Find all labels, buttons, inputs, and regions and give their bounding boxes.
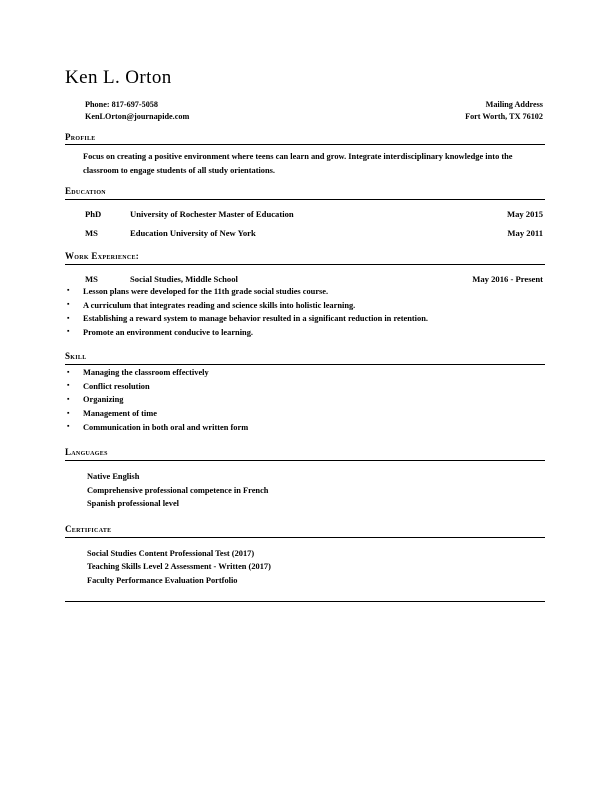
list-item: ▪ Organizing <box>65 394 545 407</box>
certificate-list <box>65 547 545 588</box>
section-skill <box>65 351 545 434</box>
contact-block <box>65 99 545 123</box>
section-title-certificate: Certificate <box>65 523 112 534</box>
section-title-profile: Profile <box>65 131 96 142</box>
list-item: ▪ Management of time <box>65 408 545 421</box>
section-languages <box>65 447 545 511</box>
list-item: Comprehensive professional competence in French <box>87 485 269 495</box>
list-item: Faculty Performance Evaluation Portfolio <box>87 575 238 585</box>
contact-right <box>465 99 545 123</box>
section-divider-education <box>65 199 545 200</box>
section-work-experience <box>65 251 545 339</box>
education-institution: Education University of New York <box>130 228 256 239</box>
list-item: Native English <box>87 472 140 482</box>
list-item: Spanish professional level <box>87 499 179 509</box>
mailing-address-label: Mailing Address <box>485 99 543 109</box>
work-bullet-list <box>65 286 480 339</box>
education-date: May 2015 <box>506 209 543 220</box>
section-education <box>65 186 545 238</box>
list-item: ▪ Lesson plans were developed for the 11th grade social studies course. <box>65 286 480 299</box>
section-divider-work-experience <box>65 264 545 265</box>
resume-content <box>65 68 545 602</box>
section-profile <box>65 132 545 178</box>
mailing-address-line: Fort Worth, TX 76102 <box>465 111 543 121</box>
education-date: May 2011 <box>507 228 543 239</box>
languages-list <box>65 470 545 511</box>
section-divider-skill <box>65 364 545 365</box>
email-line[interactable]: KenLOrton@journapide.com <box>85 111 190 121</box>
list-item: ▪ Managing the classroom effectively <box>65 367 545 380</box>
list-item: ▪ Establishing a reward system to manage behavior resulted in a significant reduction in retention. <box>65 313 480 326</box>
section-title-education: Education <box>65 186 106 197</box>
closing-divider <box>65 601 545 602</box>
list-item: ▪ Conflict resolution <box>65 381 545 394</box>
section-divider-languages <box>65 460 545 461</box>
section-divider-certificate <box>65 537 545 538</box>
profile-text: Focus on creating a positive environment where teens can learn and grow. Integrate interdisciplinary knowledge into the classroom to engage students of all study orientations. <box>83 152 513 175</box>
education-entry <box>65 209 545 219</box>
list-item: Social Studies Content Professional Test (2017) <box>87 548 255 558</box>
skill-bullet-list <box>65 367 545 434</box>
contact-left <box>65 99 189 123</box>
section-certificate <box>65 524 545 588</box>
section-title-work-experience: Work Experience: <box>65 251 140 262</box>
education-institution: University of Rochester Master of Education <box>130 209 294 220</box>
list-item: Teaching Skills Level 2 Assessment - Written (2017) <box>87 562 271 572</box>
section-divider-profile <box>65 144 545 145</box>
education-entry <box>65 228 545 238</box>
list-item: ▪ Promote an environment conducive to learning. <box>65 327 480 340</box>
phone-line: Phone: 817-697-5058 <box>85 99 158 109</box>
work-entry <box>65 274 545 284</box>
section-title-languages: Languages <box>65 447 108 458</box>
work-title: Social Studies, Middle School <box>130 273 238 284</box>
list-item: ▪ Communication in both oral and written form <box>65 422 545 435</box>
education-degree: PhD <box>85 209 102 220</box>
section-title-skill: Skill <box>65 351 87 362</box>
candidate-name: Ken L. Orton <box>65 67 172 88</box>
work-date: May 2016 - Present <box>472 273 543 284</box>
education-degree: MS <box>85 228 98 239</box>
work-degree: MS <box>85 273 98 284</box>
list-item: ▪ A curriculum that integrates reading and science skills into holistic learning. <box>65 300 480 313</box>
